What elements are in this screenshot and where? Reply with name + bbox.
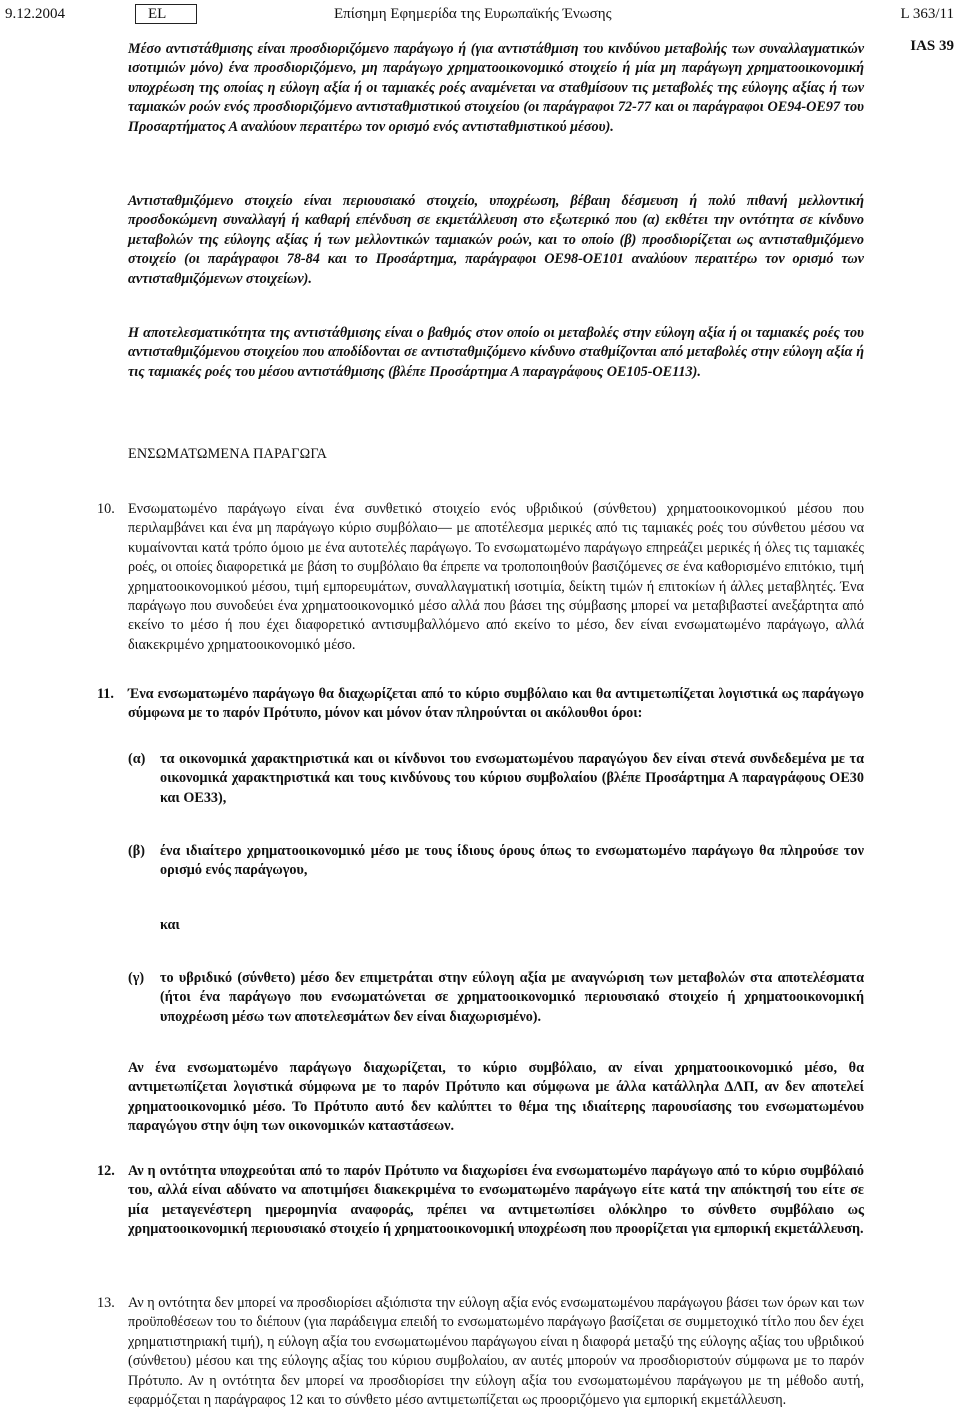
paragraph-number: 10. bbox=[97, 501, 115, 517]
paragraph-text: Αν η οντότητα δεν μπορεί να προσδιορίσει αξιόπιστα την εύλογη αξία ενός ενσωματωμένου παράγωγου βάσει των όρων και των προϋποθέσεων του το διέπουν (για παράδειγμα επειδή το ενσωματωμένο παράγωγο βασίζεται σε συμμετοχικό τίτλο που δεν έχει χρηματιστηριακή τιμή), η εύλογη αξία του ενσωματωμένου παράγωγου είναι η διαφορά μεταξύ της εύλογης αξίας του υβριδικού (σύνθετου) μέσου και της εύλογης αξίας του κύριου συμβολαίου, αν αυτές μπορούν να προσδιοριστούν σύμφωνα με το παρόν Πρότυπο. Αν η οντότητα δεν μπορεί να προσδιορίσει την εύλογη αξία του ενσωματωμένου παράγωγου με τη μέθοδο αυτή, εφαρμόζεται η παράγραφος 12 και το σύνθετο μέσο αντιμετωπίζεται ως προοριζόμενο για εμπορική εκμετάλλευση. bbox=[128, 1295, 864, 1409]
publication-date: 9.12.2004 bbox=[5, 6, 65, 22]
language-code-box: EL bbox=[135, 4, 197, 24]
journal-title: Επίσημη Εφημερίδα της Ευρωπαϊκής Ένωσης bbox=[334, 6, 612, 22]
paragraph-text: Ενσωματωμένο παράγωγο είναι ένα συνθετικό στοιχείο ενός υβριδικού (σύνθετου) χρηματοοικονομικού μέσου που περιλαμβάνει και ένα μη παράγωγο κύριο συμβόλαιο— με αποτέλεσμα μερικές από τις ταμιακές ροές του σύνθετου μέσου να κυμαίνονται κατά τρόπο όμοιο με ένα αυτοτελές παράγωγο. Το ενσωματωμένο παράγωγο επηρεάζει μερικές ή όλες τις ταμιακές ροές, οι οποίες διαφορετικά με βάση το συμβόλαιο θα έπρεπε να τροποποιηθούν βασιζόμενες σε ένα καθορισμένο επιτόκιο, τιμή χρηματοοικονομικού μέσου, τιμή εμπορευμάτων, συναλλαγματική ισοτιμία, δείκτη τιμών ή επιτοκίων ή άλλες μεταβλητές. Ένα παράγωγο που συνοδεύει ένα χρηματοοικονομικό μέσο αλλά που βάσει της σύμβασης μπορεί να μεταβιβαστεί ανεξάρτητα από εκείνο το μέσο ή που έχει διαφορετικό αντισυμβαλλόμενο από εκείνο το μέσο, δεν είναι ενσωματωμένο παράγωγο, αλλά διακεκριμένο χρηματοοικονομικό μέσο. bbox=[128, 501, 864, 653]
section-heading: ΕΝΣΩΜΑΤΩΜΕΝΑ ΠΑΡΑΓΩΓΑ bbox=[128, 446, 328, 462]
page-header bbox=[0, 4, 960, 26]
condition-text: ένα ιδιαίτερο χρηματοοικονομικό μέσο με τους ίδιους όρους όπως το ενσωματωμένο παράγωγο θα πληρούσε τον ορισμό ενός παράγωγου, bbox=[160, 843, 864, 879]
definition-hedge-effectiveness: Η αποτελεσματικότητα της αντιστάθμισης είναι ο βαθμός στον οποίο οι μεταβολές στην εύλογη αξία ή οι ταμιακές ροές του αντισταθμιζόμενου στοιχείου που αποδίδονται σε αντισταθμιζόμενο κίνδυνο σταθμίζονται από μεταβολές στην εύλογη αξία ή τις ταμιακές ροές του μέσου αντιστάθμισης (βλέπε Προσάρτημα Α παραγράφους ΟΕ105-ΟΕ113). bbox=[128, 325, 864, 380]
condition-label: (α) bbox=[128, 751, 146, 767]
paragraph-number: 12. bbox=[97, 1163, 115, 1179]
paragraph-text: Ένα ενσωματωμένο παράγωγο θα διαχωρίζεται από το κύριο συμβόλαιο και θα αντιμετωπίζεται λογιστικά ως παράγωγο σύμφωνα με το παρόν Πρότυπο, μόνον και μόνον όταν πληρούνται οι ακόλουθοι όροι: bbox=[128, 686, 864, 722]
paragraph-number: 11. bbox=[97, 686, 114, 702]
definition-hedged-item: Αντισταθμιζόμενο στοιχείο είναι περιουσιακό στοιχείο, υποχρέωση, βέβαιη δέσμευση ή πολύ πιθανή μελλοντική προσδοκώμενη συναλλαγή ή καθαρή επένδυση σε εκμετάλλευση στο εξωτερικό που (α) εκθέτει την οντότητα σε κίνδυνο μεταβολών της εύλογης αξίας ή των μελλοντικών ταμιακών ροών, και το οποίο (β) προσδιορίζεται ως αντισταθμιζόμενο στοιχείο (οι παράγραφοι 78-84 και το Προσάρτημα, παράγραφοι ΟΕ98-ΟΕ101 αναλύουν περαιτέρω τον ορισμό των αντισταθμιζόμενων στοιχείων). bbox=[128, 193, 864, 287]
condition-label: (β) bbox=[128, 843, 145, 859]
standard-tag: IAS 39 bbox=[910, 38, 954, 54]
paragraph-number: 13. bbox=[97, 1295, 115, 1311]
condition-text: τα οικονομικά χαρακτηριστικά και οι κίνδυνοι του ενσωματωμένου παραγώγου δεν είναι στενά συνδεδεμένα με τα οικονομικά χαρακτηριστικά και τους κινδύνους του κύριου συμβολαίου (βλέπε Προσάρτημα Α παραγράφους ΟΕ30 και ΟΕ33), bbox=[160, 751, 864, 806]
paragraph-text: Αν η οντότητα υποχρεούται από το παρόν Πρότυπο να διαχωρίσει ένα ενσωματωμένο παράγωγο από το κύριο συμβόλαιό του, αλλά είναι αδύνατο να αποτιμήσει διακεκριμένα το ενσωματωμένο παράγωγο είτε κατά την απόκτησή του είτε σε μία μεταγενέστερη ημερομηνία αναφοράς, πρέπει να αντιμετωπίσει ολόκληρο το σύνθετο συμβόλαιο ως χρηματοοικονομική περιουσιακό στοιχείο ή χρηματοοικονομική υποχρέωση που προορίζεται για εμπορική εκμετάλλευση. bbox=[128, 1163, 864, 1238]
condition-text: το υβριδικό (σύνθετο) μέσο δεν επιμετράται στην εύλογη αξία με αναγνώριση των μεταβολών στα αποτελέσματα (ήτοι ένα παράγωγο που ενσωματώνεται σε χρηματοοικονομικό περιουσιακό στοιχείο ή χρηματοοικονομική υποχρέωση μέσω των αποτελεσμάτων δεν είναι διαχωρισμένο). bbox=[160, 970, 864, 1025]
conjunction-text: και bbox=[160, 917, 180, 933]
condition-label: (γ) bbox=[128, 970, 145, 986]
separation-note: Αν ένα ενσωματωμένο παράγωγο διαχωρίζεται, το κύριο συμβόλαιο, αν είναι χρηματοοικονομικό μέσο, θα αντιμετωπίζεται λογιστικά σύμφωνα με το παρόν Πρότυπο και σύμφωνα με άλλα κατάλληλα ΔΛΠ, αν δεν αποτελεί χρηματοοικονομικό μέσο. Το Πρότυπο αυτό δεν καλύπτει το θέμα της ιδιαίτερης παρουσίασης του ενσωματωμένου παραγώγου στην όψη των οικονομικών καταστάσεων. bbox=[128, 1060, 864, 1135]
definition-hedging-instrument: Μέσο αντιστάθμισης είναι προσδιοριζόμενο παράγωγο ή (για αντιστάθμιση του κινδύνου μεταβολής των συναλλαγματικών ισοτιμιών μόνο) ένα προσδιοριζόμενο, μη παράγωγο χρηματοοικονομικό στοιχείο ή μία μη παράγωγη χρηματοοικονομική υποχρέωση της οποίας η εύλογη αξία ή οι ταμιακές ροές αναμένεται να σταθμίσουν τις μεταβολές της εύλογης αξίας ή των ταμιακών ροών ενός προσδιοριζόμενο αντισταθμιστικού στοιχείου (οι παράγραφοι 72-77 και οι παράγραφοι ΟΕ94-ΟΕ97 του Προσαρτήματος Α αναλύουν περαιτέρω τον ορισμό ενός αντισταθμιστικού μέσου). bbox=[128, 41, 864, 135]
page-number: L 363/11 bbox=[900, 6, 954, 22]
